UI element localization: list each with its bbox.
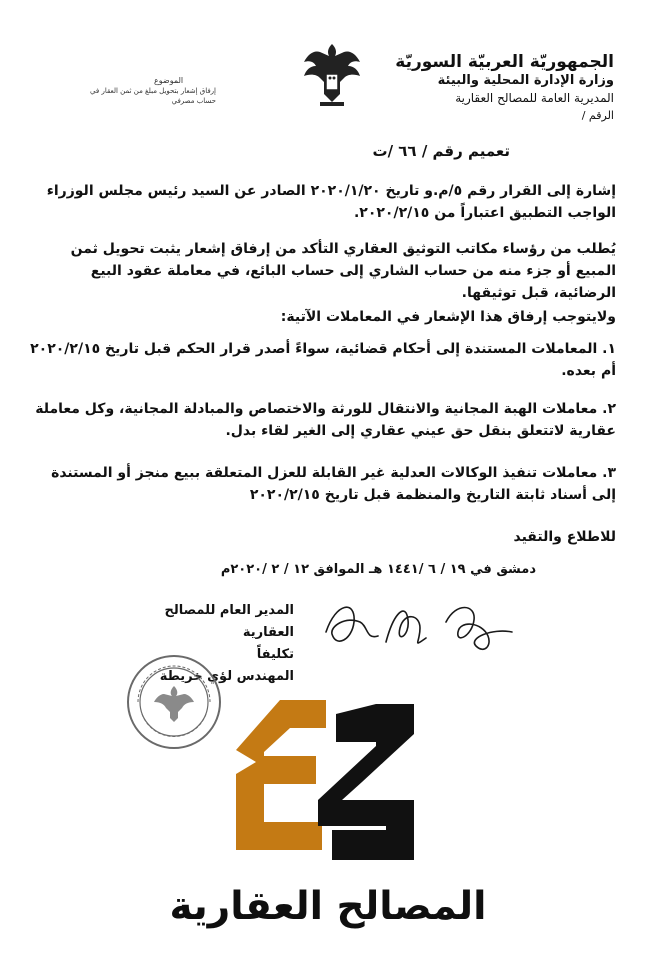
list-item: ١. المعاملات المستندة إلى أحكام قضائية، سواءً أصدر قرار الحكم قبل تاريخ ٢٠٢٠/٢/١٥ أم بعده. xyxy=(30,341,616,379)
handwritten-signatures-icon xyxy=(316,592,526,662)
subject-text: إرفاق إشعار بتحويل مبلغ من ثمن العقار في حساب مصرفي xyxy=(90,87,216,105)
signatory-title: المدير العام للمصالح العقارية xyxy=(164,603,294,640)
subject-block xyxy=(86,76,216,106)
list-item: ٢. معاملات الهبة المجانية والانتقال للورثة والاختصاص والمبادلة المجانية، وكل معاملة عقارية لاتتعلق بنقل حق عيني عقاري إلى الغير لقاء بدل. xyxy=(35,401,616,439)
brand-name: المصالح العقارية xyxy=(169,884,487,929)
date-line: دمشق في ١٩ / ٦ /١٤٤١ هـ الموافق ١٢ / ٢ /٢٠٢٠م xyxy=(220,562,536,577)
republic-name: الجمهوريّة العربيّة السوريّة xyxy=(395,52,614,72)
brand-logo-icon xyxy=(226,690,424,868)
signatory-name: المهندس لؤي خريطة xyxy=(159,669,294,684)
ministry-name: وزارة الإدارة المحلية والبيئة xyxy=(437,73,614,88)
directorate-name: المديرية العامة للمصالح العقارية xyxy=(455,91,614,105)
subject-label: الموضوع xyxy=(154,76,184,85)
paragraph-exceptions-intro: ولايتوجب إرفاق هذا الإشعار في المعاملات الآتية: xyxy=(280,309,616,325)
syrian-eagle-emblem-icon xyxy=(300,38,364,110)
closing-line: للاطلاع والتقيد xyxy=(513,529,616,545)
letterhead xyxy=(374,52,614,124)
list-item: ٣. معاملات تنفيذ الوكالات العدلية غير القابلة للعزل المتعلقة ببيع منجز أو المستندة إلى أسناد ثابتة التاريخ والمنظمة قبل تاريخ ٢٠٢٠/٢/١٥ xyxy=(51,465,616,503)
official-stamp-icon xyxy=(124,652,224,752)
paragraph-request: يُطلب من رؤساء مكاتب التوثيق العقاري التأكد من إرفاق إشعار يثبت تحويل ثمن المبيع أو جزء منه من حساب الشاري إلى حساب البائع، في معاملة عقود البيع الرضائية، قبل توثيقها. xyxy=(70,241,616,301)
reference-number-label: الرقم / xyxy=(581,109,614,122)
signatory-assignment: تكليفاً xyxy=(256,647,294,662)
paragraph-reference: إشارة إلى القرار رقم ٥/م.و تاريخ ٢٠٢٠/١/٢٠ الصادر عن السيد رئيس مجلس الوزراء الواجب التطبيق اعتباراً من ٢٠٢٠/٢/١٥. xyxy=(46,183,616,221)
circular-number: تعميم رقم / ٦٦ /ت xyxy=(372,142,510,160)
